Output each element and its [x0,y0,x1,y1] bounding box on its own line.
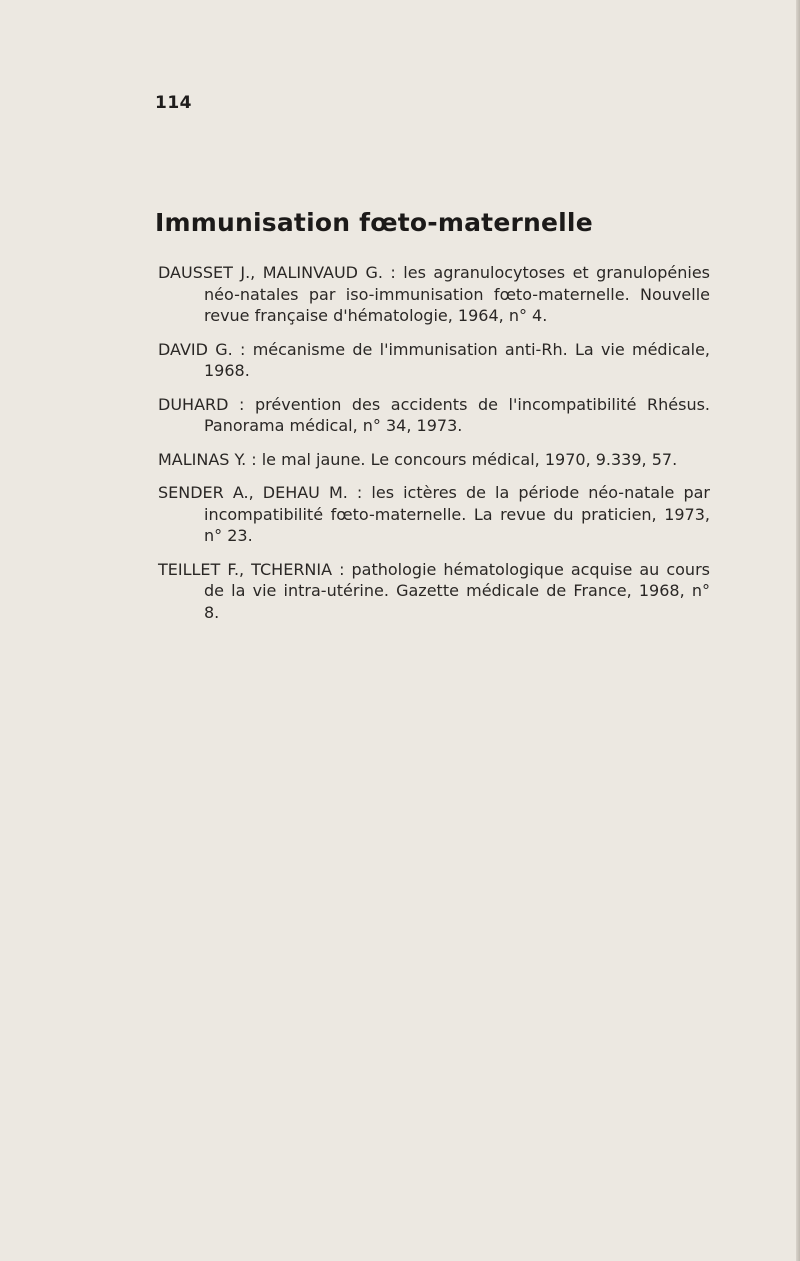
reference-entry [158,339,710,382]
reference-entry [158,394,710,437]
reference-text: les ictères de la période néo-natale par incompatibilité fœto-maternelle. La revue du praticien, 1973, n° 23. [204,483,711,545]
reference-entry [158,559,710,624]
reference-authors: TEILLET F., TCHERNIA : [158,559,345,579]
reference-text: prévention des accidents de l'incompatibilité Rhésus. Panorama médical, n° 34, 1973. [204,394,711,435]
reference-authors: DUHARD : [158,394,245,414]
section-title: Immunisation fœto-maternelle [155,208,593,237]
reference-text: le mal jaune. Le concours médical, 1970, 9.339, 57. [261,449,678,469]
page-edge [796,0,800,1261]
reference-authors: MALINAS Y. : [158,449,257,469]
reference-entry [158,449,710,471]
reference-authors: DAUSSET J., MALINVAUD G. : [158,263,396,282]
page-number: 114 [155,93,192,113]
reference-text: les agranulocytoses et granulopénies néo-natales par iso-immunisation fœto-maternelle. Nouvelle revue française d'hématologie, 1964, n° 4. [204,263,710,325]
reference-entry [158,482,710,547]
reference-text: mécanisme de l'immunisation anti-Rh. La vie médicale, 1968. [204,339,711,380]
bibliography-list [158,262,710,635]
reference-authors: DAVID G. : [158,339,246,359]
reference-entry [158,262,710,327]
reference-authors: SENDER A., DEHAU M. : [158,483,363,502]
reference-text: pathologie hématologique acquise au cours de la vie intra-utérine. Gazette médicale de France, 1968, n° 8. [204,559,710,622]
